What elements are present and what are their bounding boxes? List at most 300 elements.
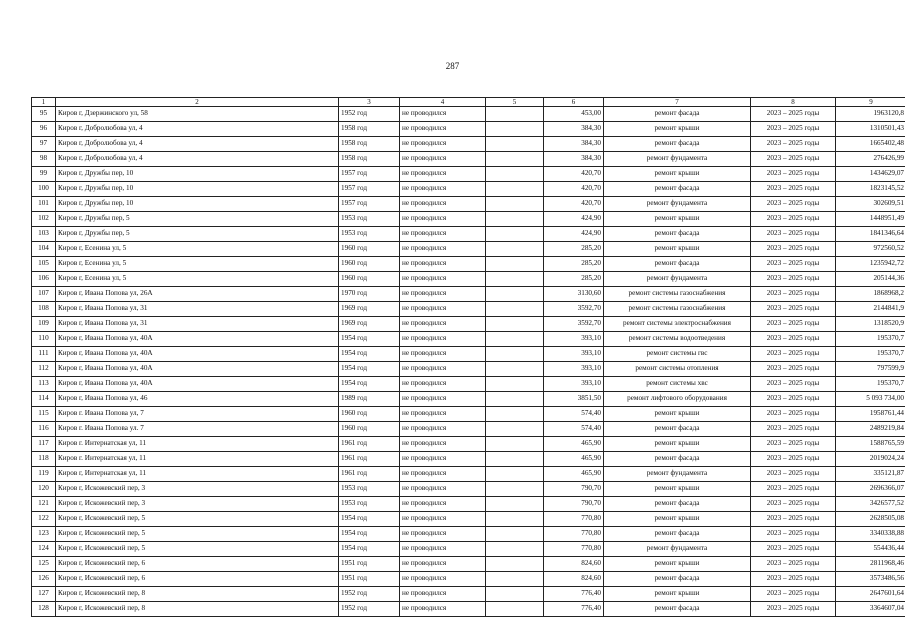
- period-cell: 2023 – 2025 годы: [751, 287, 836, 302]
- year-cell: 1960 год: [339, 407, 400, 422]
- area-cell: 285,20: [544, 242, 604, 257]
- year-cell: 1961 год: [339, 467, 400, 482]
- row-number: 95: [32, 107, 56, 122]
- cost-cell: 1310501,43: [836, 122, 905, 137]
- cost-cell: 5 093 734,00: [836, 392, 905, 407]
- survey-cell: не проводился: [400, 347, 486, 362]
- table-row: [32, 332, 905, 347]
- period-cell: 2023 – 2025 годы: [751, 137, 836, 152]
- address-cell: Киров г, Добролюбова ул, 4: [56, 137, 339, 152]
- work-type-cell: ремонт крыши: [604, 122, 751, 137]
- year-cell: 1957 год: [339, 182, 400, 197]
- area-cell: 574,40: [544, 422, 604, 437]
- work-type-cell: ремонт системы водоотведения: [604, 332, 751, 347]
- empty-cell: [486, 242, 544, 257]
- row-number: 96: [32, 122, 56, 137]
- row-number: 111: [32, 347, 56, 362]
- table-row: [32, 452, 905, 467]
- work-type-cell: ремонт фундамента: [604, 467, 751, 482]
- table-row: [32, 587, 905, 602]
- area-cell: 770,80: [544, 527, 604, 542]
- row-number: 114: [32, 392, 56, 407]
- year-cell: 1989 год: [339, 392, 400, 407]
- survey-cell: не проводился: [400, 542, 486, 557]
- period-cell: 2023 – 2025 годы: [751, 572, 836, 587]
- area-cell: 3592,70: [544, 317, 604, 332]
- survey-cell: не проводился: [400, 242, 486, 257]
- area-cell: 465,90: [544, 452, 604, 467]
- cost-cell: 2489219,84: [836, 422, 905, 437]
- area-cell: 420,70: [544, 197, 604, 212]
- address-cell: Киров г. Ивана Попова ул. 7: [56, 422, 339, 437]
- table-row: [32, 347, 905, 362]
- empty-cell: [486, 122, 544, 137]
- work-type-cell: ремонт фасада: [604, 227, 751, 242]
- period-cell: 2023 – 2025 годы: [751, 452, 836, 467]
- address-cell: Киров г, Ивана Попова ул, 46: [56, 392, 339, 407]
- address-cell: Киров г, Искожевский пер, 6: [56, 572, 339, 587]
- cost-cell: 2647601,64: [836, 587, 905, 602]
- table-row: [32, 527, 905, 542]
- address-cell: Киров г, Ивана Попова ул, 40А: [56, 347, 339, 362]
- cost-cell: 2628505,08: [836, 512, 905, 527]
- address-cell: Киров г. Интернатская ул, 11: [56, 437, 339, 452]
- cost-cell: 1963120,8: [836, 107, 905, 122]
- empty-cell: [486, 572, 544, 587]
- period-cell: 2023 – 2025 годы: [751, 602, 836, 617]
- period-cell: 2023 – 2025 годы: [751, 332, 836, 347]
- area-cell: 393,10: [544, 347, 604, 362]
- period-cell: 2023 – 2025 годы: [751, 122, 836, 137]
- year-cell: 1960 год: [339, 257, 400, 272]
- row-number: 113: [32, 377, 56, 392]
- work-type-cell: ремонт фасада: [604, 257, 751, 272]
- header-row: [32, 98, 905, 107]
- work-type-cell: ремонт фасада: [604, 422, 751, 437]
- period-cell: 2023 – 2025 годы: [751, 152, 836, 167]
- year-cell: 1952 год: [339, 587, 400, 602]
- address-cell: Киров г, Интернатская ул, 11: [56, 467, 339, 482]
- year-cell: 1957 год: [339, 167, 400, 182]
- area-cell: 790,70: [544, 482, 604, 497]
- empty-cell: [486, 422, 544, 437]
- area-cell: 285,20: [544, 272, 604, 287]
- empty-cell: [486, 512, 544, 527]
- table-row: [32, 122, 905, 137]
- period-cell: 2023 – 2025 годы: [751, 527, 836, 542]
- table-header: [32, 98, 905, 107]
- row-number: 122: [32, 512, 56, 527]
- row-number: 110: [32, 332, 56, 347]
- cost-cell: 302609,51: [836, 197, 905, 212]
- table-row: [32, 362, 905, 377]
- period-cell: 2023 – 2025 годы: [751, 242, 836, 257]
- address-cell: Киров г, Искожевский пер, 5: [56, 527, 339, 542]
- year-cell: 1958 год: [339, 137, 400, 152]
- table-row: [32, 422, 905, 437]
- cost-cell: 2696366,07: [836, 482, 905, 497]
- empty-cell: [486, 602, 544, 617]
- header-cell: 4: [400, 98, 486, 107]
- survey-cell: не проводился: [400, 152, 486, 167]
- row-number: 107: [32, 287, 56, 302]
- work-type-cell: ремонт фасада: [604, 107, 751, 122]
- period-cell: 2023 – 2025 годы: [751, 257, 836, 272]
- survey-cell: не проводился: [400, 107, 486, 122]
- period-cell: 2023 – 2025 годы: [751, 512, 836, 527]
- year-cell: 1954 год: [339, 527, 400, 542]
- cost-cell: 1588765,59: [836, 437, 905, 452]
- period-cell: 2023 – 2025 годы: [751, 407, 836, 422]
- year-cell: 1954 год: [339, 512, 400, 527]
- table-row: [32, 167, 905, 182]
- survey-cell: не проводился: [400, 122, 486, 137]
- area-cell: 384,30: [544, 122, 604, 137]
- address-cell: Киров г, Искожевский пер, 8: [56, 587, 339, 602]
- empty-cell: [486, 437, 544, 452]
- period-cell: 2023 – 2025 годы: [751, 347, 836, 362]
- cost-cell: 1235942,72: [836, 257, 905, 272]
- empty-cell: [486, 557, 544, 572]
- area-cell: 420,70: [544, 167, 604, 182]
- header-cell: 2: [56, 98, 339, 107]
- empty-cell: [486, 317, 544, 332]
- year-cell: 1954 год: [339, 377, 400, 392]
- table-row: [32, 272, 905, 287]
- area-cell: 384,30: [544, 152, 604, 167]
- cost-cell: 3426577,52: [836, 497, 905, 512]
- survey-cell: не проводился: [400, 197, 486, 212]
- row-number: 103: [32, 227, 56, 242]
- empty-cell: [486, 392, 544, 407]
- address-cell: Киров г, Ивана Попова ул, 40А: [56, 377, 339, 392]
- year-cell: 1961 год: [339, 437, 400, 452]
- row-number: 125: [32, 557, 56, 572]
- survey-cell: не проводился: [400, 587, 486, 602]
- area-cell: 776,40: [544, 587, 604, 602]
- year-cell: 1957 год: [339, 197, 400, 212]
- address-cell: Киров г, Дружбы пер, 10: [56, 197, 339, 212]
- survey-cell: не проводился: [400, 572, 486, 587]
- empty-cell: [486, 362, 544, 377]
- address-cell: Киров г, Ивана Попова ул, 31: [56, 302, 339, 317]
- year-cell: 1953 год: [339, 227, 400, 242]
- row-number: 105: [32, 257, 56, 272]
- row-number: 126: [32, 572, 56, 587]
- year-cell: 1960 год: [339, 242, 400, 257]
- period-cell: 2023 – 2025 годы: [751, 182, 836, 197]
- survey-cell: не проводился: [400, 527, 486, 542]
- work-type-cell: ремонт крыши: [604, 557, 751, 572]
- address-cell: Киров г, Дружбы пер, 10: [56, 167, 339, 182]
- address-cell: Киров г, Дружбы пер, 5: [56, 212, 339, 227]
- table-row: [32, 287, 905, 302]
- survey-cell: не проводился: [400, 317, 486, 332]
- empty-cell: [486, 272, 544, 287]
- work-type-cell: ремонт крыши: [604, 482, 751, 497]
- cost-cell: 195370,7: [836, 377, 905, 392]
- year-cell: 1960 год: [339, 272, 400, 287]
- work-type-cell: ремонт фундамента: [604, 272, 751, 287]
- work-type-cell: ремонт системы газоснабжения: [604, 287, 751, 302]
- period-cell: 2023 – 2025 годы: [751, 557, 836, 572]
- survey-cell: не проводился: [400, 377, 486, 392]
- row-number: 97: [32, 137, 56, 152]
- area-cell: 3592,70: [544, 302, 604, 317]
- work-type-cell: ремонт системы хвс: [604, 377, 751, 392]
- area-cell: 790,70: [544, 497, 604, 512]
- survey-cell: не проводился: [400, 602, 486, 617]
- period-cell: 2023 – 2025 годы: [751, 587, 836, 602]
- area-cell: 424,90: [544, 212, 604, 227]
- survey-cell: не проводился: [400, 137, 486, 152]
- area-cell: 3851,50: [544, 392, 604, 407]
- empty-cell: [486, 452, 544, 467]
- work-type-cell: ремонт фундамента: [604, 152, 751, 167]
- row-number: 121: [32, 497, 56, 512]
- empty-cell: [486, 167, 544, 182]
- survey-cell: не проводился: [400, 482, 486, 497]
- area-cell: 465,90: [544, 437, 604, 452]
- empty-cell: [486, 107, 544, 122]
- year-cell: 1970 год: [339, 287, 400, 302]
- year-cell: 1953 год: [339, 482, 400, 497]
- cost-cell: 205144,36: [836, 272, 905, 287]
- survey-cell: не проводился: [400, 257, 486, 272]
- cost-cell: 195370,7: [836, 332, 905, 347]
- work-type-cell: ремонт системы газоснабжения: [604, 302, 751, 317]
- cost-cell: 797599,9: [836, 362, 905, 377]
- survey-cell: не проводился: [400, 392, 486, 407]
- cost-cell: 554436,44: [836, 542, 905, 557]
- cost-cell: 2144841,9: [836, 302, 905, 317]
- work-type-cell: ремонт фасада: [604, 452, 751, 467]
- table-row: [32, 182, 905, 197]
- empty-cell: [486, 467, 544, 482]
- survey-cell: не проводился: [400, 167, 486, 182]
- address-cell: Киров г, Искожевский пер, 8: [56, 602, 339, 617]
- year-cell: 1951 год: [339, 557, 400, 572]
- table-row: [32, 107, 905, 122]
- address-cell: Киров г, Ивана Попова ул, 26А: [56, 287, 339, 302]
- work-type-cell: ремонт крыши: [604, 167, 751, 182]
- table-row: [32, 137, 905, 152]
- year-cell: 1953 год: [339, 497, 400, 512]
- header-cell: 6: [544, 98, 604, 107]
- table-row: [32, 197, 905, 212]
- area-cell: 465,90: [544, 467, 604, 482]
- work-type-cell: ремонт фасада: [604, 182, 751, 197]
- row-number: 115: [32, 407, 56, 422]
- period-cell: 2023 – 2025 годы: [751, 302, 836, 317]
- row-number: 120: [32, 482, 56, 497]
- area-cell: 384,30: [544, 137, 604, 152]
- period-cell: 2023 – 2025 годы: [751, 497, 836, 512]
- empty-cell: [486, 212, 544, 227]
- table-row: [32, 227, 905, 242]
- header-cell: 7: [604, 98, 751, 107]
- cost-cell: 1318520,9: [836, 317, 905, 332]
- work-type-cell: ремонт крыши: [604, 407, 751, 422]
- cost-cell: 1434629,07: [836, 167, 905, 182]
- work-type-cell: ремонт фасада: [604, 137, 751, 152]
- survey-cell: не проводился: [400, 182, 486, 197]
- area-cell: 776,40: [544, 602, 604, 617]
- empty-cell: [486, 302, 544, 317]
- cost-cell: 972560,52: [836, 242, 905, 257]
- row-number: 127: [32, 587, 56, 602]
- work-type-cell: ремонт системы электроснабжения: [604, 317, 751, 332]
- row-number: 128: [32, 602, 56, 617]
- empty-cell: [486, 377, 544, 392]
- work-type-cell: ремонт крыши: [604, 242, 751, 257]
- area-cell: 424,90: [544, 227, 604, 242]
- year-cell: 1969 год: [339, 317, 400, 332]
- row-number: 118: [32, 452, 56, 467]
- address-cell: Киров г, Искожевский пер, 6: [56, 557, 339, 572]
- cost-cell: 1868968,2: [836, 287, 905, 302]
- cost-cell: 1823145,52: [836, 182, 905, 197]
- row-number: 98: [32, 152, 56, 167]
- period-cell: 2023 – 2025 годы: [751, 467, 836, 482]
- empty-cell: [486, 587, 544, 602]
- address-cell: Киров г, Дзержинского ул, 58: [56, 107, 339, 122]
- row-number: 112: [32, 362, 56, 377]
- cost-cell: 1665402,48: [836, 137, 905, 152]
- year-cell: 1954 год: [339, 362, 400, 377]
- row-number: 109: [32, 317, 56, 332]
- period-cell: 2023 – 2025 годы: [751, 317, 836, 332]
- year-cell: 1960 год: [339, 422, 400, 437]
- address-cell: Киров г, Искожевский пер, 3: [56, 497, 339, 512]
- cost-cell: 1448951,49: [836, 212, 905, 227]
- area-cell: 770,80: [544, 512, 604, 527]
- work-type-cell: ремонт системы отопления: [604, 362, 751, 377]
- survey-cell: не проводился: [400, 332, 486, 347]
- survey-cell: не проводился: [400, 212, 486, 227]
- survey-cell: не проводился: [400, 467, 486, 482]
- row-number: 117: [32, 437, 56, 452]
- address-cell: Киров г, Ивана Попова ул, 40А: [56, 332, 339, 347]
- page-number: 287: [445, 61, 460, 71]
- table-row: [32, 602, 905, 617]
- work-type-cell: ремонт фундамента: [604, 197, 751, 212]
- empty-cell: [486, 287, 544, 302]
- empty-cell: [486, 482, 544, 497]
- survey-cell: не проводился: [400, 512, 486, 527]
- area-cell: 285,20: [544, 257, 604, 272]
- table-row: [32, 482, 905, 497]
- row-number: 123: [32, 527, 56, 542]
- cost-cell: 3573486,56: [836, 572, 905, 587]
- work-type-cell: ремонт крыши: [604, 212, 751, 227]
- area-cell: 420,70: [544, 182, 604, 197]
- cost-cell: 2019024,24: [836, 452, 905, 467]
- address-cell: Киров г, Есенина ул, 5: [56, 272, 339, 287]
- year-cell: 1961 год: [339, 452, 400, 467]
- year-cell: 1951 год: [339, 572, 400, 587]
- row-number: 100: [32, 182, 56, 197]
- year-cell: 1954 год: [339, 347, 400, 362]
- header-cell: 9: [836, 98, 905, 107]
- table-row: [32, 497, 905, 512]
- table-row: [32, 302, 905, 317]
- area-cell: 574,40: [544, 407, 604, 422]
- row-number: 101: [32, 197, 56, 212]
- empty-cell: [486, 197, 544, 212]
- address-cell: Киров г, Ивана Попова ул, 40А: [56, 362, 339, 377]
- table-row: [32, 392, 905, 407]
- address-cell: Киров г. Интернатская ул, 11: [56, 452, 339, 467]
- table-row: [32, 572, 905, 587]
- period-cell: 2023 – 2025 годы: [751, 107, 836, 122]
- work-type-cell: ремонт крыши: [604, 587, 751, 602]
- table-body: [32, 107, 905, 617]
- cost-cell: 1958761,44: [836, 407, 905, 422]
- table-row: [32, 467, 905, 482]
- area-cell: 453,00: [544, 107, 604, 122]
- work-type-cell: ремонт системы гвс: [604, 347, 751, 362]
- year-cell: 1954 год: [339, 332, 400, 347]
- work-type-cell: ремонт фасада: [604, 602, 751, 617]
- row-number: 104: [32, 242, 56, 257]
- year-cell: 1954 год: [339, 542, 400, 557]
- address-cell: Киров г, Дружбы пер, 5: [56, 227, 339, 242]
- table-row: [32, 257, 905, 272]
- cost-cell: 3364607,04: [836, 602, 905, 617]
- table-row: [32, 542, 905, 557]
- period-cell: 2023 – 2025 годы: [751, 167, 836, 182]
- empty-cell: [486, 182, 544, 197]
- address-cell: Киров г, Дружбы пер, 10: [56, 182, 339, 197]
- table-row: [32, 407, 905, 422]
- period-cell: 2023 – 2025 годы: [751, 197, 836, 212]
- survey-cell: не проводился: [400, 452, 486, 467]
- period-cell: 2023 – 2025 годы: [751, 272, 836, 287]
- empty-cell: [486, 407, 544, 422]
- header-cell: 5: [486, 98, 544, 107]
- period-cell: 2023 – 2025 годы: [751, 362, 836, 377]
- header-cell: 1: [32, 98, 56, 107]
- row-number: 124: [32, 542, 56, 557]
- period-cell: 2023 – 2025 годы: [751, 542, 836, 557]
- header-cell: 8: [751, 98, 836, 107]
- repair-registry-table: [31, 97, 905, 617]
- address-cell: Киров г, Есенина ул, 5: [56, 257, 339, 272]
- cost-cell: 1841346,64: [836, 227, 905, 242]
- survey-cell: не проводился: [400, 437, 486, 452]
- period-cell: 2023 – 2025 годы: [751, 227, 836, 242]
- work-type-cell: ремонт крыши: [604, 512, 751, 527]
- work-type-cell: ремонт фасада: [604, 572, 751, 587]
- period-cell: 2023 – 2025 годы: [751, 377, 836, 392]
- table-row: [32, 242, 905, 257]
- period-cell: 2023 – 2025 годы: [751, 437, 836, 452]
- period-cell: 2023 – 2025 годы: [751, 212, 836, 227]
- address-cell: Киров г, Искожевский пер, 3: [56, 482, 339, 497]
- cost-cell: 335121,87: [836, 467, 905, 482]
- period-cell: 2023 – 2025 годы: [751, 392, 836, 407]
- address-cell: Киров г, Ивана Попова ул, 31: [56, 317, 339, 332]
- header-cell: 3: [339, 98, 400, 107]
- year-cell: 1969 год: [339, 302, 400, 317]
- table-row: [32, 377, 905, 392]
- survey-cell: не проводился: [400, 272, 486, 287]
- work-type-cell: ремонт фундамента: [604, 542, 751, 557]
- table-row: [32, 212, 905, 227]
- table-row: [32, 437, 905, 452]
- work-type-cell: ремонт фасада: [604, 527, 751, 542]
